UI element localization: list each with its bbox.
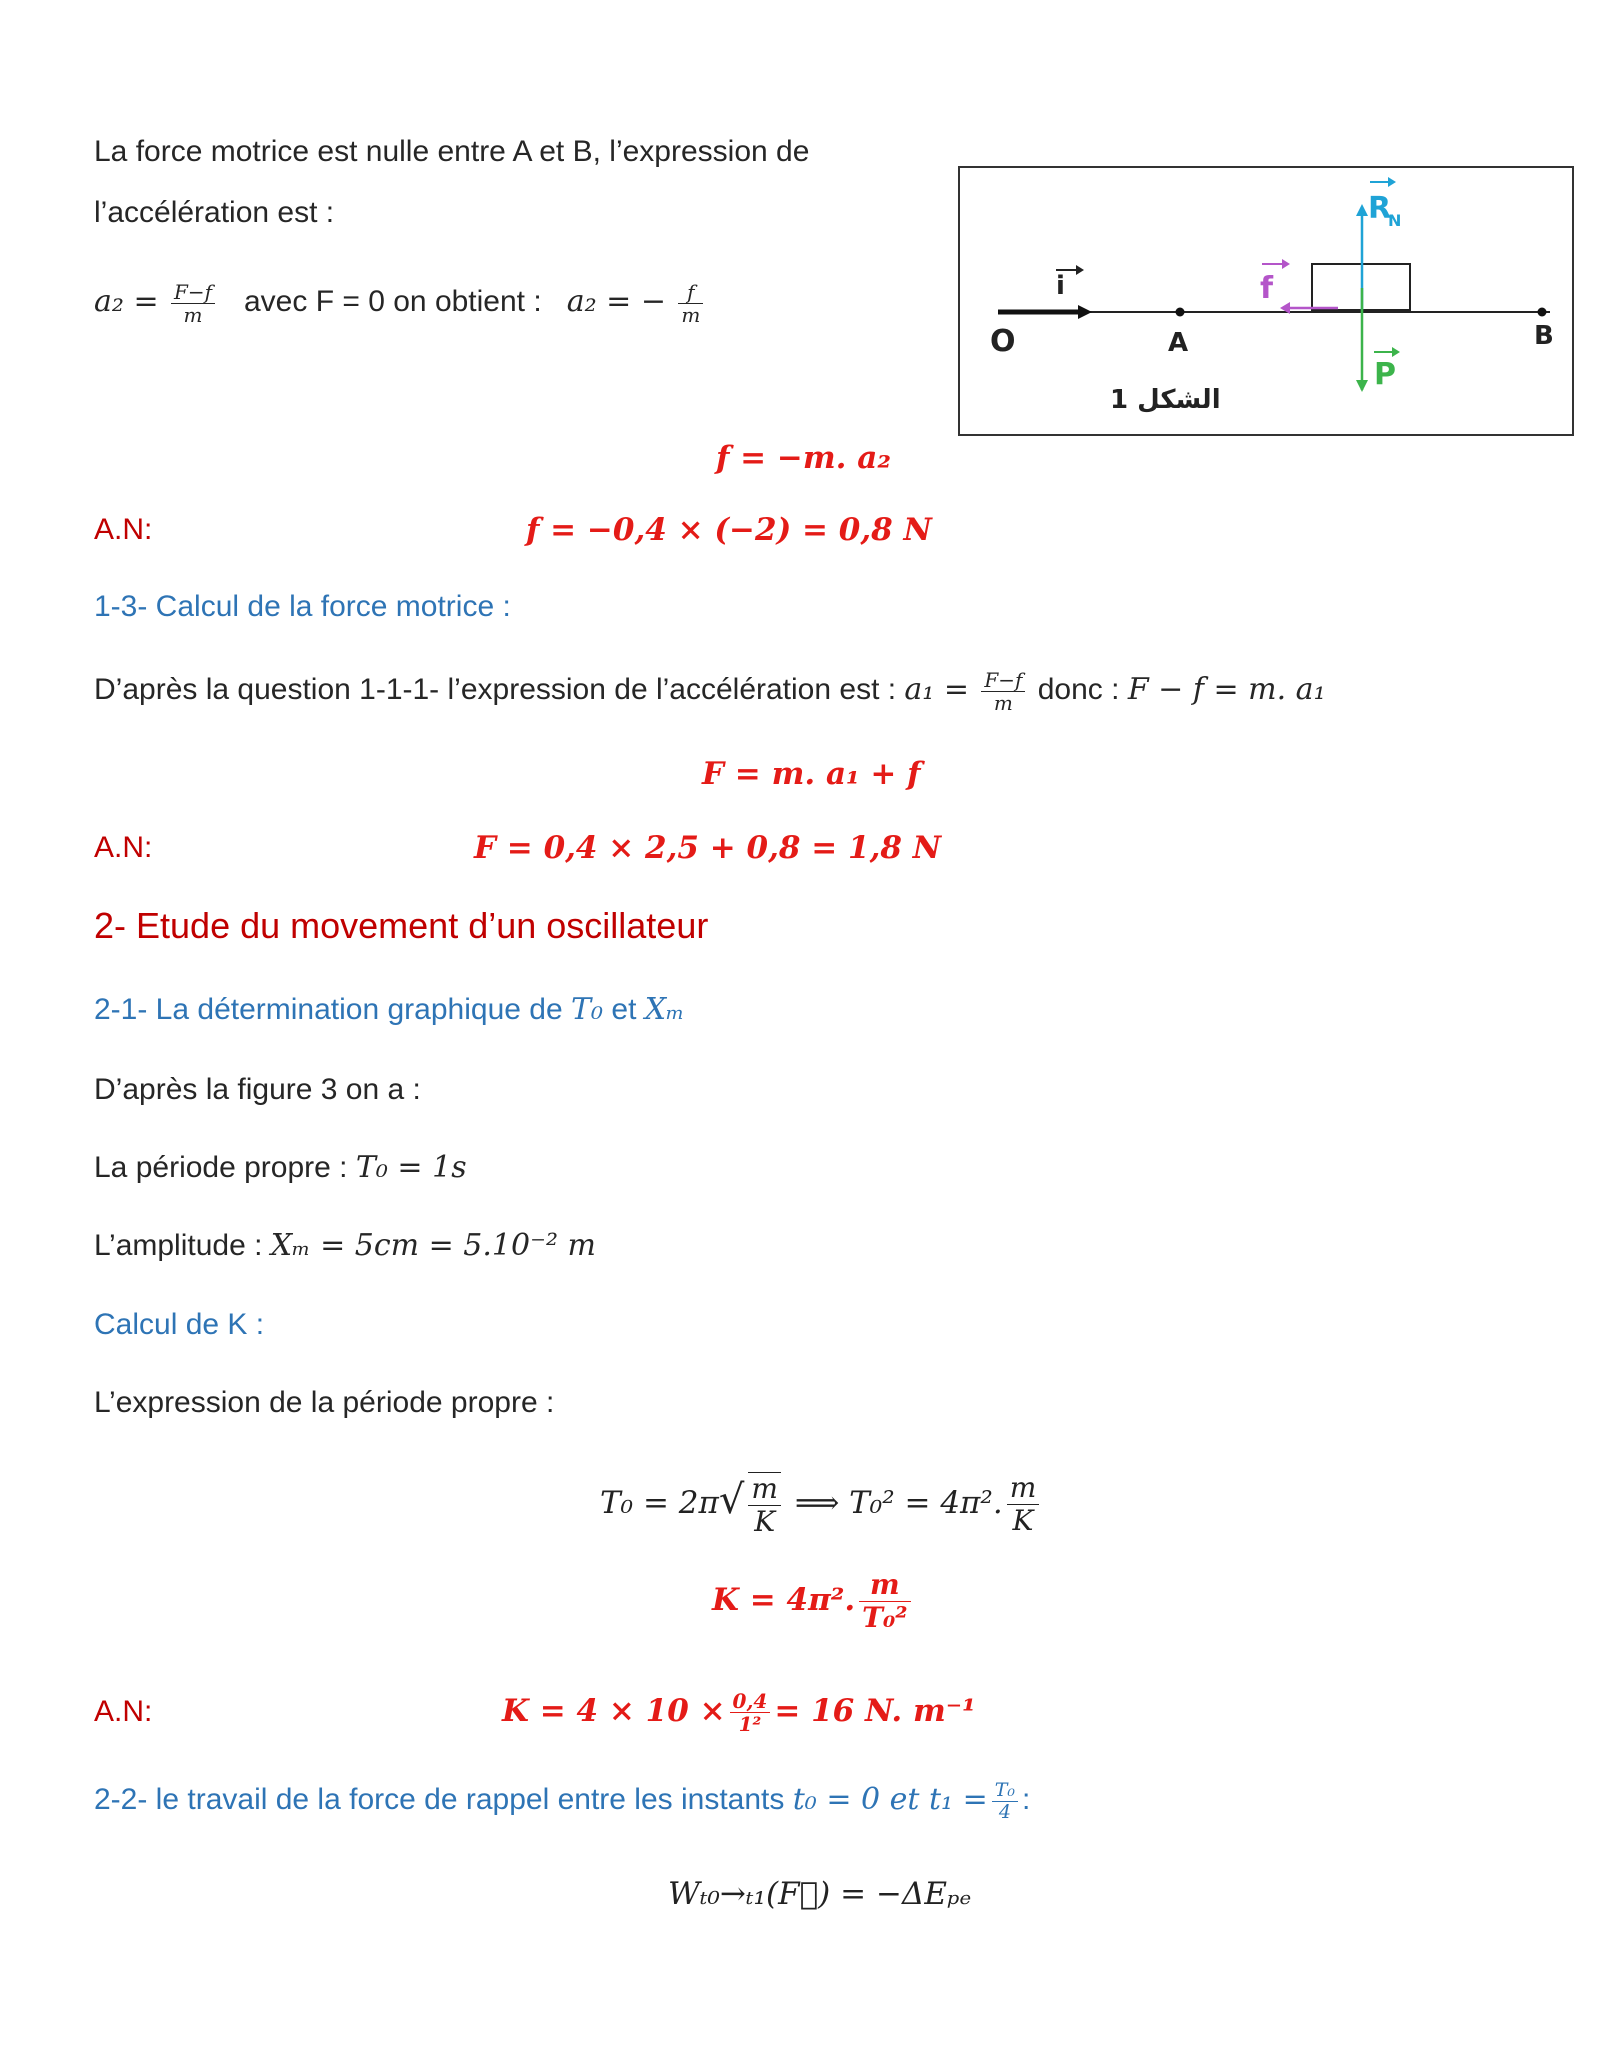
amplitude-equation: Xₘ = 5cm = 5.10⁻² m (270, 1228, 596, 1263)
an3-lhs: K = 4 × 10 × (502, 1693, 726, 1729)
eq-a2-line (94, 272, 707, 332)
p2-lhs: a₁ = (904, 672, 970, 707)
i-vector-label: i (1056, 271, 1065, 301)
eq-a2-rhs: a₂ = − (566, 284, 666, 319)
eq-k-denominator: T₀² (862, 1601, 908, 1634)
eq-friction: f = −m. a₂ (716, 440, 891, 476)
section-2-2-colon: : (1022, 1783, 1031, 1816)
heading-oscillator: 2- Etude du movement d’un oscillateur (94, 905, 709, 946)
p3: D’après la figure 3 on a : (94, 1073, 421, 1106)
an3-numerator: 0,4 (730, 1690, 771, 1713)
i-vector-arrowhead (1076, 265, 1084, 275)
eq-a2-middle: avec F = 0 on obtient : (244, 285, 542, 318)
eq-period (600, 1460, 1043, 1540)
eq-a2-numerator: F−f (171, 281, 215, 304)
amplitude-label: L’amplitude : (94, 1229, 263, 1262)
eq-a2-rhs-fraction (678, 281, 703, 326)
sqrt-icon: √ (718, 1477, 745, 1523)
r-vector-subscript: N (1388, 211, 1402, 230)
eq-period-middle: ⟹ T₀² = 4π². (794, 1485, 1003, 1521)
section-2-2-condition: t₀ = 0 et t₁ = (792, 1782, 988, 1817)
section-2-1-t0: T₀ (571, 992, 604, 1027)
eq-period-lhs: T₀ = 2π (600, 1485, 719, 1521)
an2-label: A.N: (94, 831, 153, 864)
section-2-2-fraction (992, 1780, 1018, 1823)
an1-label: A.N: (94, 513, 153, 546)
p-vector-label-arrowhead (1392, 347, 1400, 357)
p2-rhs: F − f = m. a₁ (1127, 672, 1326, 707)
section-2-2-title (94, 1770, 1030, 1830)
section-2-1-xm: Xₘ (644, 992, 685, 1027)
p2-fraction (981, 669, 1025, 714)
amplitude-line (94, 1226, 596, 1266)
an1-equation: f = −0,4 × (−2) = 0,8 N (526, 512, 932, 548)
unit-vector-arrowhead (1078, 305, 1092, 319)
an3-label: A.N: (94, 1695, 153, 1728)
section-2-1-et: et (611, 993, 637, 1026)
point-a-label: A (1168, 328, 1189, 358)
p2-denominator: m (993, 690, 1013, 715)
eq-k (712, 1560, 915, 1640)
point-o-label: O (990, 324, 1016, 359)
intro-line-1: La force motrice est nulle entre A et B, l’expression de (94, 135, 810, 168)
eq-period-sqrt-fraction (748, 1472, 781, 1538)
eq-period-rhs-numerator: m (1007, 1472, 1040, 1505)
period-label: La période propre : (94, 1151, 348, 1184)
figure-diagram (960, 168, 1572, 434)
eq-period-rhs-fraction (1007, 1472, 1040, 1537)
eq-period-numerator: m (748, 1473, 781, 1506)
point-a-dot (1176, 308, 1185, 317)
section-2-1-title (94, 990, 685, 1030)
period-line (94, 1148, 467, 1188)
period-equation: T₀ = 1s (355, 1150, 467, 1185)
p4: L’expression de la période propre : (94, 1386, 555, 1419)
p-vector-label: P (1374, 357, 1396, 392)
section-1-3-title: 1-3- Calcul de la force motrice : (94, 590, 511, 623)
section-2-1-text: 2-1- La détermination graphique de (94, 993, 563, 1026)
p2-middle: donc : (1037, 673, 1120, 706)
eq-a2-denominator: m (183, 302, 203, 327)
eq-k-fraction (859, 1569, 910, 1634)
figure-1 (958, 166, 1574, 436)
eq-k-lhs: K = 4π². (712, 1582, 856, 1618)
an2-equation: F = 0,4 × 2,5 + 0,8 = 1,8 N (474, 830, 942, 866)
eq-k-numerator: m (859, 1569, 910, 1602)
section-2-2-numerator: T₀ (992, 1780, 1018, 1802)
r-vector-arrowhead (1356, 204, 1368, 216)
point-b-label: B (1534, 321, 1554, 351)
eq-period-denominator: K (754, 1504, 776, 1538)
p-vector-arrowhead (1356, 380, 1368, 392)
r-vector-label: R (1368, 191, 1392, 226)
f-vector-label: f (1260, 271, 1274, 306)
p2-numerator: F−f (981, 669, 1025, 692)
an3-equation (502, 1676, 976, 1746)
an3-denominator: 1² (738, 1712, 762, 1736)
an3-fraction (730, 1690, 771, 1735)
r-vector-label-arrowhead (1388, 177, 1396, 187)
intro-line-2: l’accélération est : (94, 196, 335, 229)
eq-motor-force: F = m. a₁ + f (702, 756, 921, 792)
point-b-dot (1538, 308, 1547, 317)
calc-k-title: Calcul de K : (94, 1308, 265, 1341)
eq-a2-fraction (171, 281, 215, 326)
eq-work: Wₜ₀→ₜ₁(F⃗) = −ΔEₚₑ (668, 1876, 972, 1912)
eq-a2-rhs-denominator: m (681, 302, 701, 327)
eq-a2-rhs-numerator: f (678, 281, 703, 304)
an3-rhs: = 16 N. m⁻¹ (774, 1693, 976, 1729)
eq-a2-lhs: a₂ = (94, 284, 159, 319)
section-2-2-denominator: 4 (998, 1800, 1011, 1823)
f-vector-label-arrowhead (1282, 259, 1290, 269)
p2-text: D’après la question 1-1-1- l’expression de l’accélération est : (94, 673, 897, 706)
figure-caption: الشكل 1 (1110, 385, 1221, 415)
section-2-2-text: 2-2- le travail de la force de rappel entre les instants (94, 1783, 785, 1816)
p2-line (94, 660, 1326, 720)
eq-period-rhs-denominator: K (1012, 1504, 1034, 1537)
